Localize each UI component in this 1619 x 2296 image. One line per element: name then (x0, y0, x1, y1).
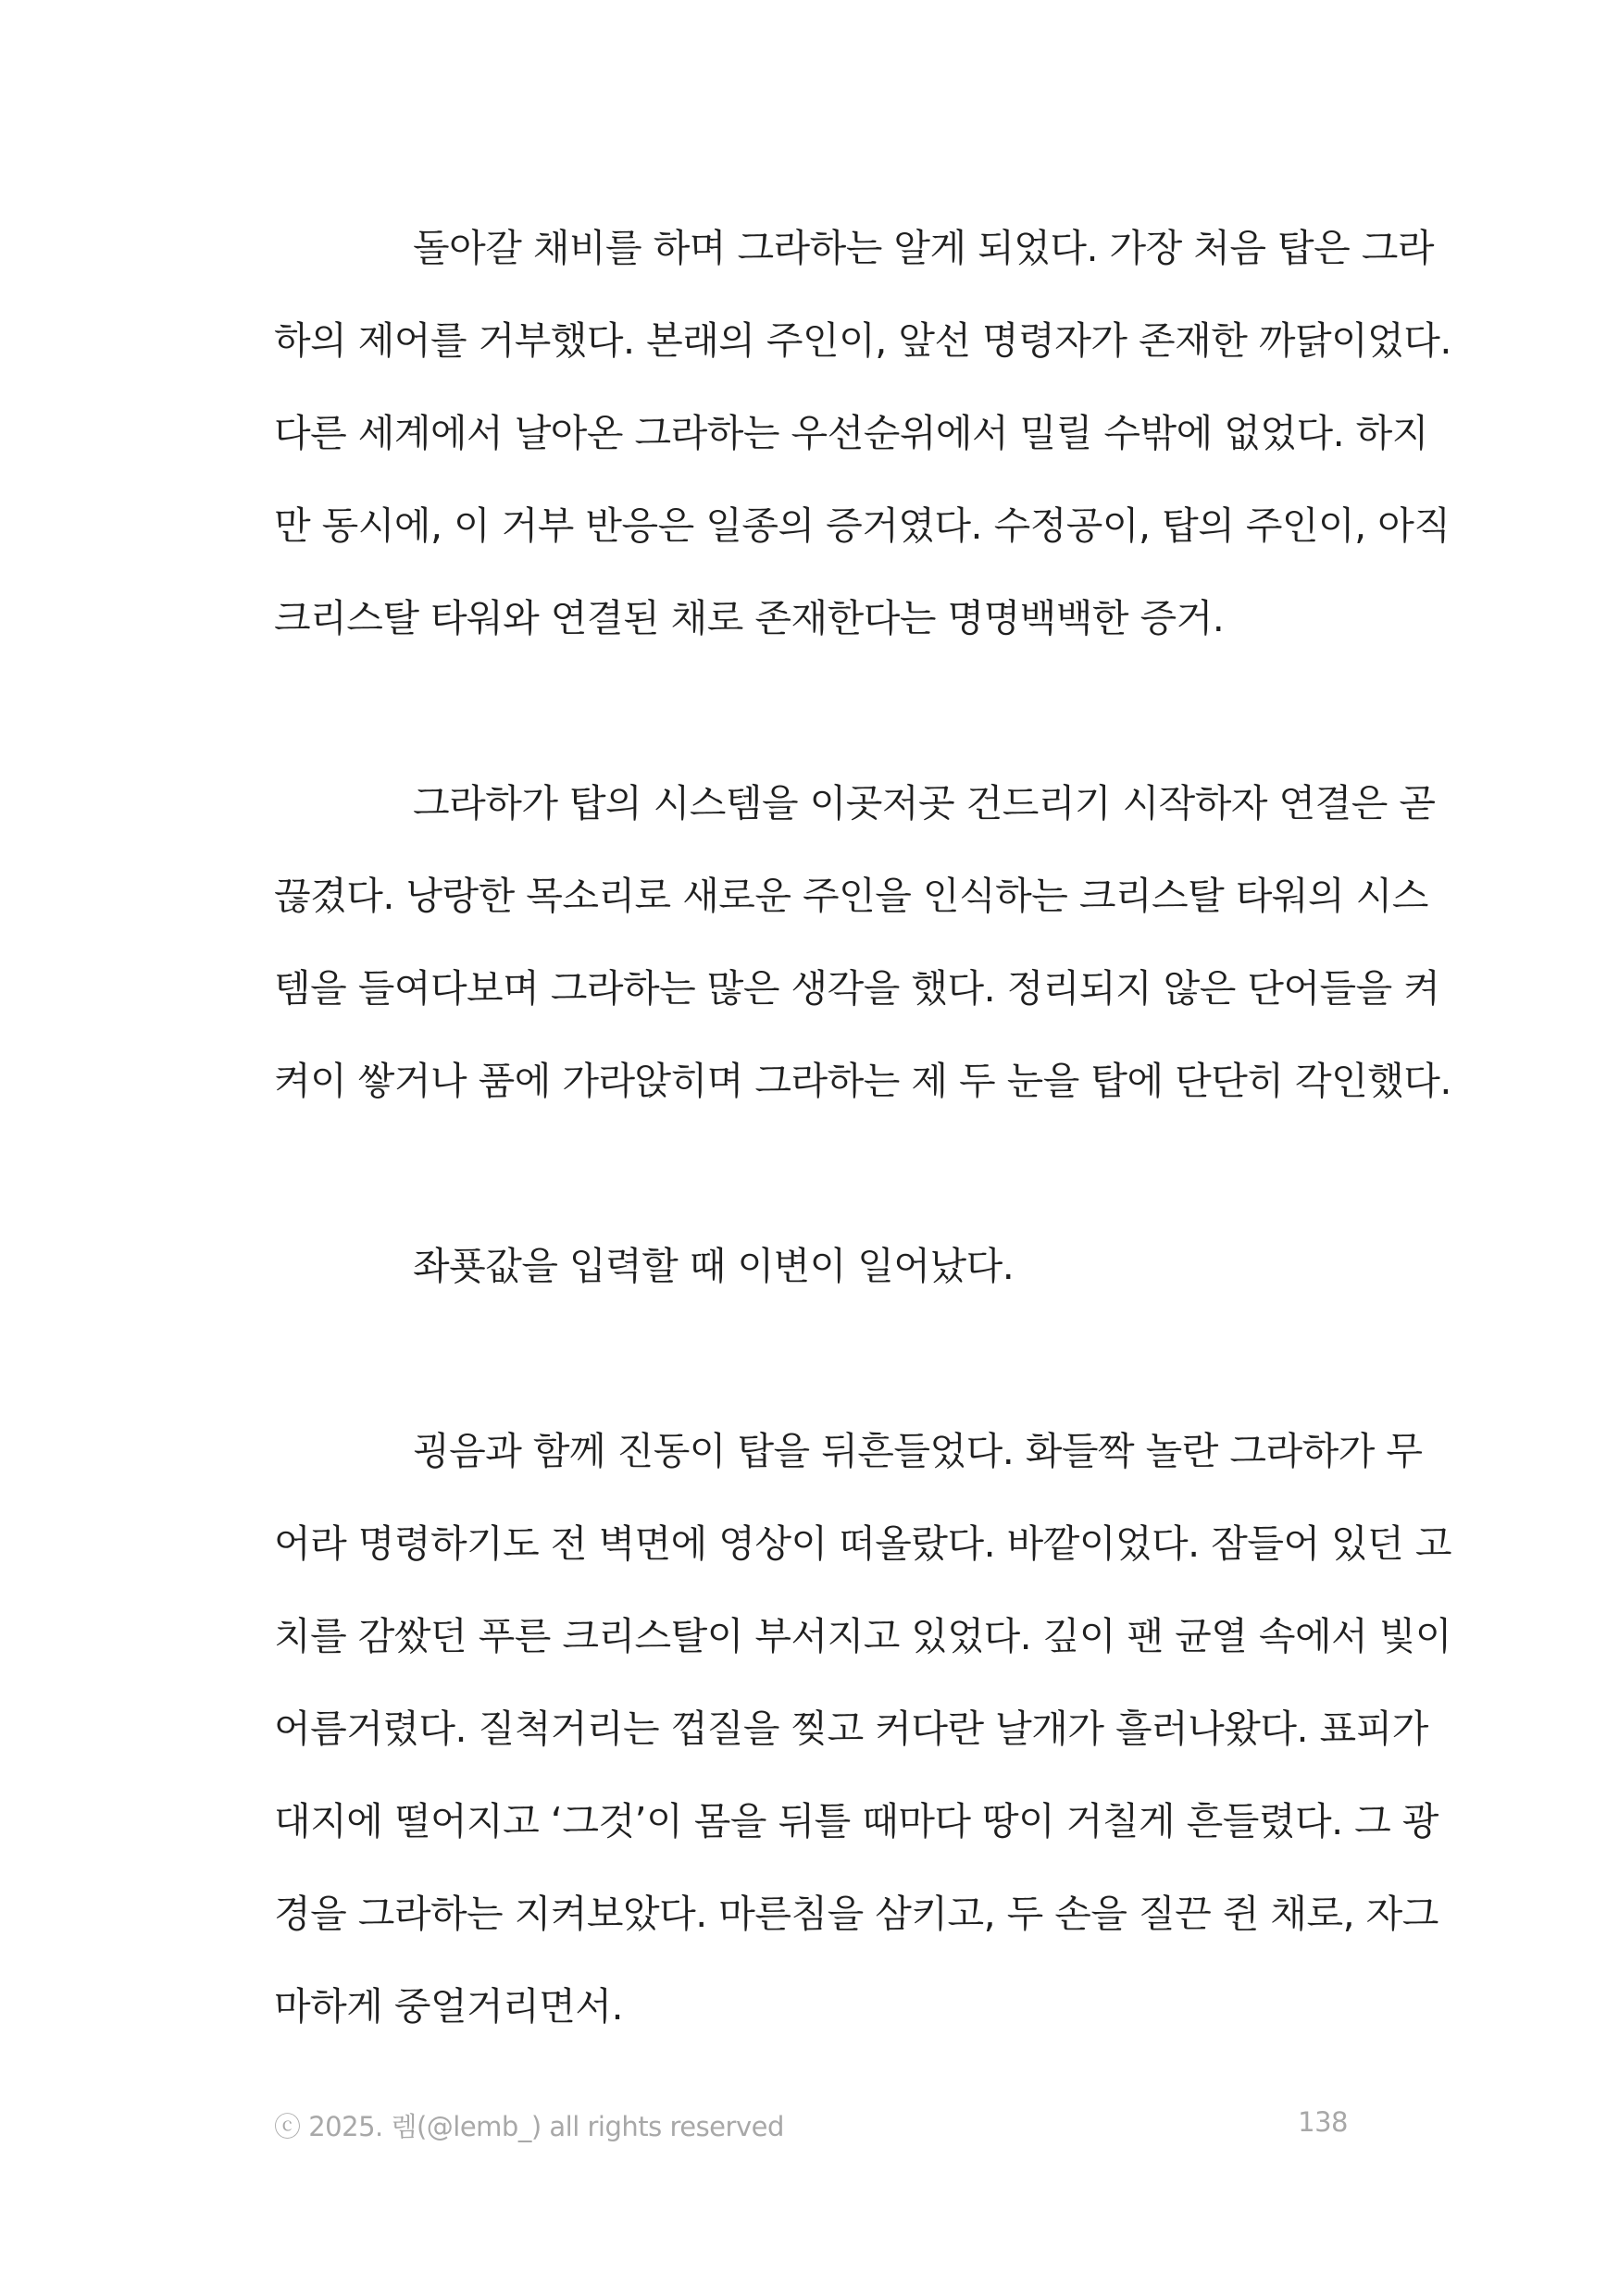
text-line: 어라 명령하기도 전 벽면에 영상이 떠올랐다. 바깥이었다. 잠들어 있던 고 (274, 1521, 1451, 1566)
paragraph-4 (274, 1405, 1451, 2053)
page-body (274, 202, 1451, 2053)
text-line: 대지에 떨어지고 ‘그것’이 몸을 뒤틀 때마다 땅이 거칠게 흔들렸다. 그 광 (274, 1799, 1438, 1843)
text-line: 템을 들여다보며 그라하는 많은 생각을 했다. 정리되지 않은 단어들을 켜 (274, 966, 1440, 1011)
text-line: 하의 제어를 거부했다. 본래의 주인이, 앞선 명령자가 존재한 까닭이었다. (274, 318, 1451, 363)
text-line: 어름거렸다. 질척거리는 껍질을 찢고 커다란 날개가 흘러나왔다. 표피가 (274, 1706, 1428, 1751)
text-line: 돌아갈 채비를 하며 그라하는 알게 되었다. 가장 처음 탑은 그라 (413, 226, 1434, 270)
text-line: 경을 그라하는 지켜보았다. 마른침을 삼키고, 두 손을 질끈 쥔 채로, 자그 (274, 1892, 1438, 1936)
paragraph-spacer (274, 1312, 1348, 1405)
text-line: 켜이 쌓거나 품에 가라앉히며 그라하는 제 두 눈을 탑에 단단히 각인했다. (274, 1059, 1451, 1103)
text-line: 크리스탈 타워와 연결된 채로 존재한다는 명명백백한 증거. (274, 596, 1225, 640)
paragraph-spacer (274, 664, 1348, 757)
text-line: 끊겼다. 낭랑한 목소리로 새로운 주인을 인식하는 크리스탈 타워의 시스 (274, 874, 1428, 918)
text-line: 굉음과 함께 진동이 탑을 뒤흔들었다. 화들짝 놀란 그라하가 무 (413, 1429, 1423, 1473)
paragraph-spacer (274, 1127, 1348, 1220)
text-line: 만 동시에, 이 거부 반응은 일종의 증거였다. 수정공이, 탑의 주인이, 아직 (274, 503, 1451, 548)
paragraph-3 (274, 1220, 1348, 1312)
text-line: 치를 감쌌던 푸른 크리스탈이 부서지고 있었다. 깊이 팬 균열 속에서 빛이 (274, 1614, 1451, 1658)
page-number: 138 (1298, 2106, 1348, 2138)
text-line: 좌푯값을 입력할 때 이변이 일어났다. (413, 1244, 1015, 1288)
copyright-notice: ⓒ 2025. 렘(@lemb_) all rights reserved (274, 2111, 784, 2142)
paragraph-2 (274, 757, 1451, 1127)
text-line: 마하게 중얼거리면서. (274, 1984, 624, 2029)
paragraph-1 (274, 202, 1451, 664)
text-line: 다른 세계에서 날아온 그라하는 우선순위에서 밀릴 수밖에 없었다. 하지 (274, 411, 1428, 455)
page-footer (274, 2106, 1348, 2143)
text-line: 그라하가 탑의 시스템을 이곳저곳 건드리기 시작하자 연결은 곧 (413, 781, 1436, 825)
